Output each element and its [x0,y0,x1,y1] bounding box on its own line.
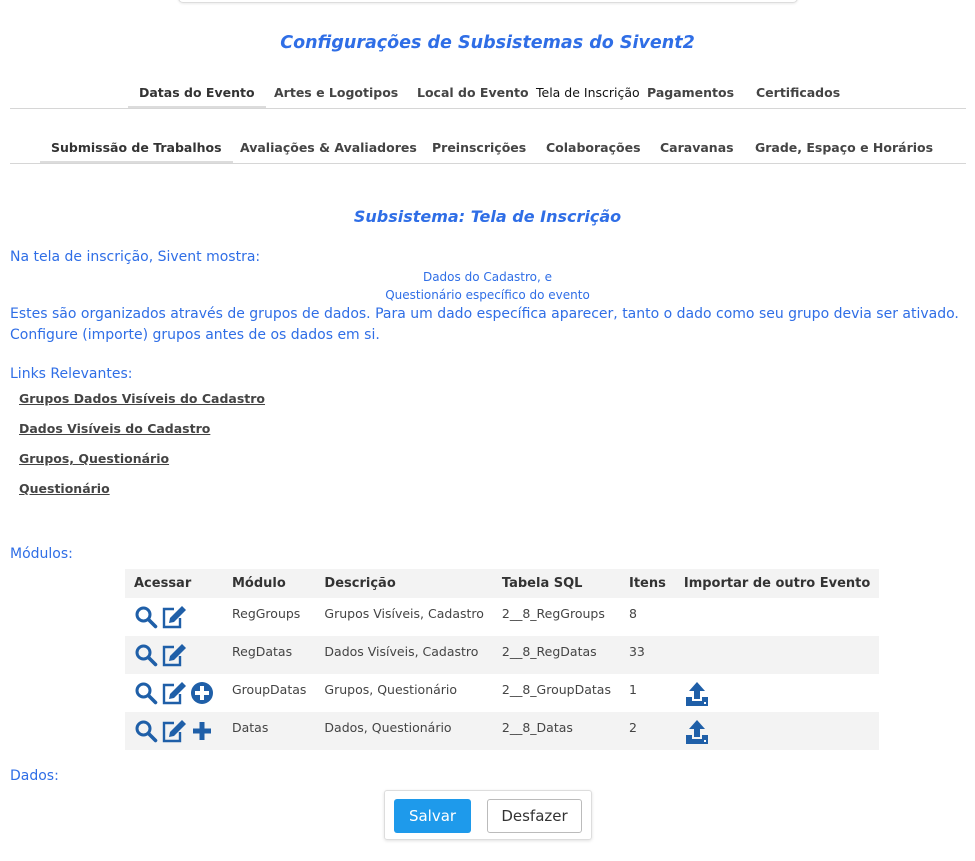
sql-table-cell: 2__8_RegDatas [493,636,620,674]
table-row [125,598,879,636]
import-cell [675,674,879,712]
items-cell: 1 [628,682,637,697]
description-line-1: Estes são organizados através de grupos de dados. Para um dado específica aparecer, tanto o dado como seu grupo devia ser ativado. [10,306,959,322]
plus-circle-icon[interactable] [190,681,214,705]
access-cell [125,674,223,712]
tab-grade-espaco-horarios[interactable]: Grade, Espaço e Horários [755,140,934,155]
save-button[interactable]: Salvar [394,799,471,833]
module-cell: Datas [223,712,315,750]
tab-artes-e-logotipos[interactable]: Artes e Logotipos [274,85,399,100]
table-row [125,712,879,750]
edit-icon[interactable] [160,642,188,668]
page-title: Configurações de Subsistemas do Sivent2 [280,33,695,53]
col-itens: Itens [620,569,675,598]
module-cell: RegDatas [223,636,315,674]
description-cell: Grupos Visíveis, Cadastro [324,606,484,621]
access-cell [125,598,223,636]
tab-colaboracoes[interactable]: Colaborações [546,140,641,155]
form-buttons [384,790,592,840]
edit-icon[interactable] [160,718,188,744]
shown-item-cadastro: Dados do Cadastro, e [422,270,553,284]
shown-item-questionario: Questionário específico do evento [385,288,590,302]
description-line-2: Configure (importe) grupos antes de os dados em si. [10,327,380,343]
undo-button[interactable]: Desfazer [487,799,582,833]
tab-certificados[interactable]: Certificados [756,85,841,100]
description-cell: Dados, Questionário [315,712,492,750]
access-cell [125,712,223,750]
subsystem-title: Subsistema: Tela de Inscrição [353,207,622,226]
tabs-row-2 [10,135,966,164]
modules-table [125,569,879,750]
search-icon[interactable] [134,681,158,705]
link-grupos-questionario[interactable]: Grupos, Questionário [19,451,170,466]
import-cell [675,712,879,750]
search-icon[interactable] [134,605,158,629]
tabs-row-1 [10,80,966,109]
table-row [125,674,879,712]
upload-icon[interactable] [684,681,710,707]
col-importar: Importar de outro Evento [675,569,879,598]
sql-table-cell: 2__8_GroupDatas [501,682,611,697]
sql-table-cell: 2__8_RegGroups [501,606,605,621]
table-header-row [125,569,879,598]
description-cell: Grupos, Questionário [324,682,458,697]
sql-table-cell: 2__8_Datas [493,712,620,750]
description-cell: Dados Visíveis, Cadastro [315,636,492,674]
top-container-edge [178,0,798,3]
link-questionario[interactable]: Questionário [19,481,110,496]
edit-icon[interactable] [160,680,188,706]
tab-tela-de-inscricao[interactable]: Tela de Inscrição [536,85,640,100]
tab-submissao-de-trabalhos[interactable]: Submissão de Trabalhos [40,135,233,163]
tab-caravanas[interactable]: Caravanas [660,140,734,155]
plus-icon[interactable] [190,719,214,743]
access-cell [125,636,223,674]
col-modulo: Módulo [223,569,315,598]
tab-avaliacoes-avaliadores[interactable]: Avaliações & Avaliadores [240,140,417,155]
edit-icon[interactable] [160,604,188,630]
intro-text: Na tela de inscrição, Sivent mostra: [10,249,261,265]
module-cell: GroupDatas [232,682,307,697]
tab-local-do-evento[interactable]: Local do Evento [417,85,529,100]
tab-preinscricoes[interactable]: Preinscrições [432,140,527,155]
items-cell: 2 [620,712,675,750]
search-icon[interactable] [134,719,158,743]
links-label: Links Relevantes: [10,366,133,382]
link-grupos-dados-visiveis[interactable]: Grupos Dados Visíveis do Cadastro [19,391,266,406]
import-cell [675,636,879,674]
upload-icon[interactable] [684,719,710,745]
col-descricao: Descrição [315,569,492,598]
link-dados-visiveis[interactable]: Dados Visíveis do Cadastro [19,421,211,436]
items-cell: 33 [620,636,675,674]
import-cell [675,598,879,636]
col-acessar: Acessar [125,569,223,598]
items-cell: 8 [628,606,637,621]
table-row [125,636,879,674]
search-icon[interactable] [134,643,158,667]
tab-pagamentos[interactable]: Pagamentos [647,85,735,100]
modules-label: Módulos: [10,546,73,562]
dados-label: Dados: [10,768,59,784]
col-tabela-sql: Tabela SQL [493,569,620,598]
module-cell: RegGroups [232,606,301,621]
tab-datas-do-evento[interactable]: Datas do Evento [128,80,266,108]
